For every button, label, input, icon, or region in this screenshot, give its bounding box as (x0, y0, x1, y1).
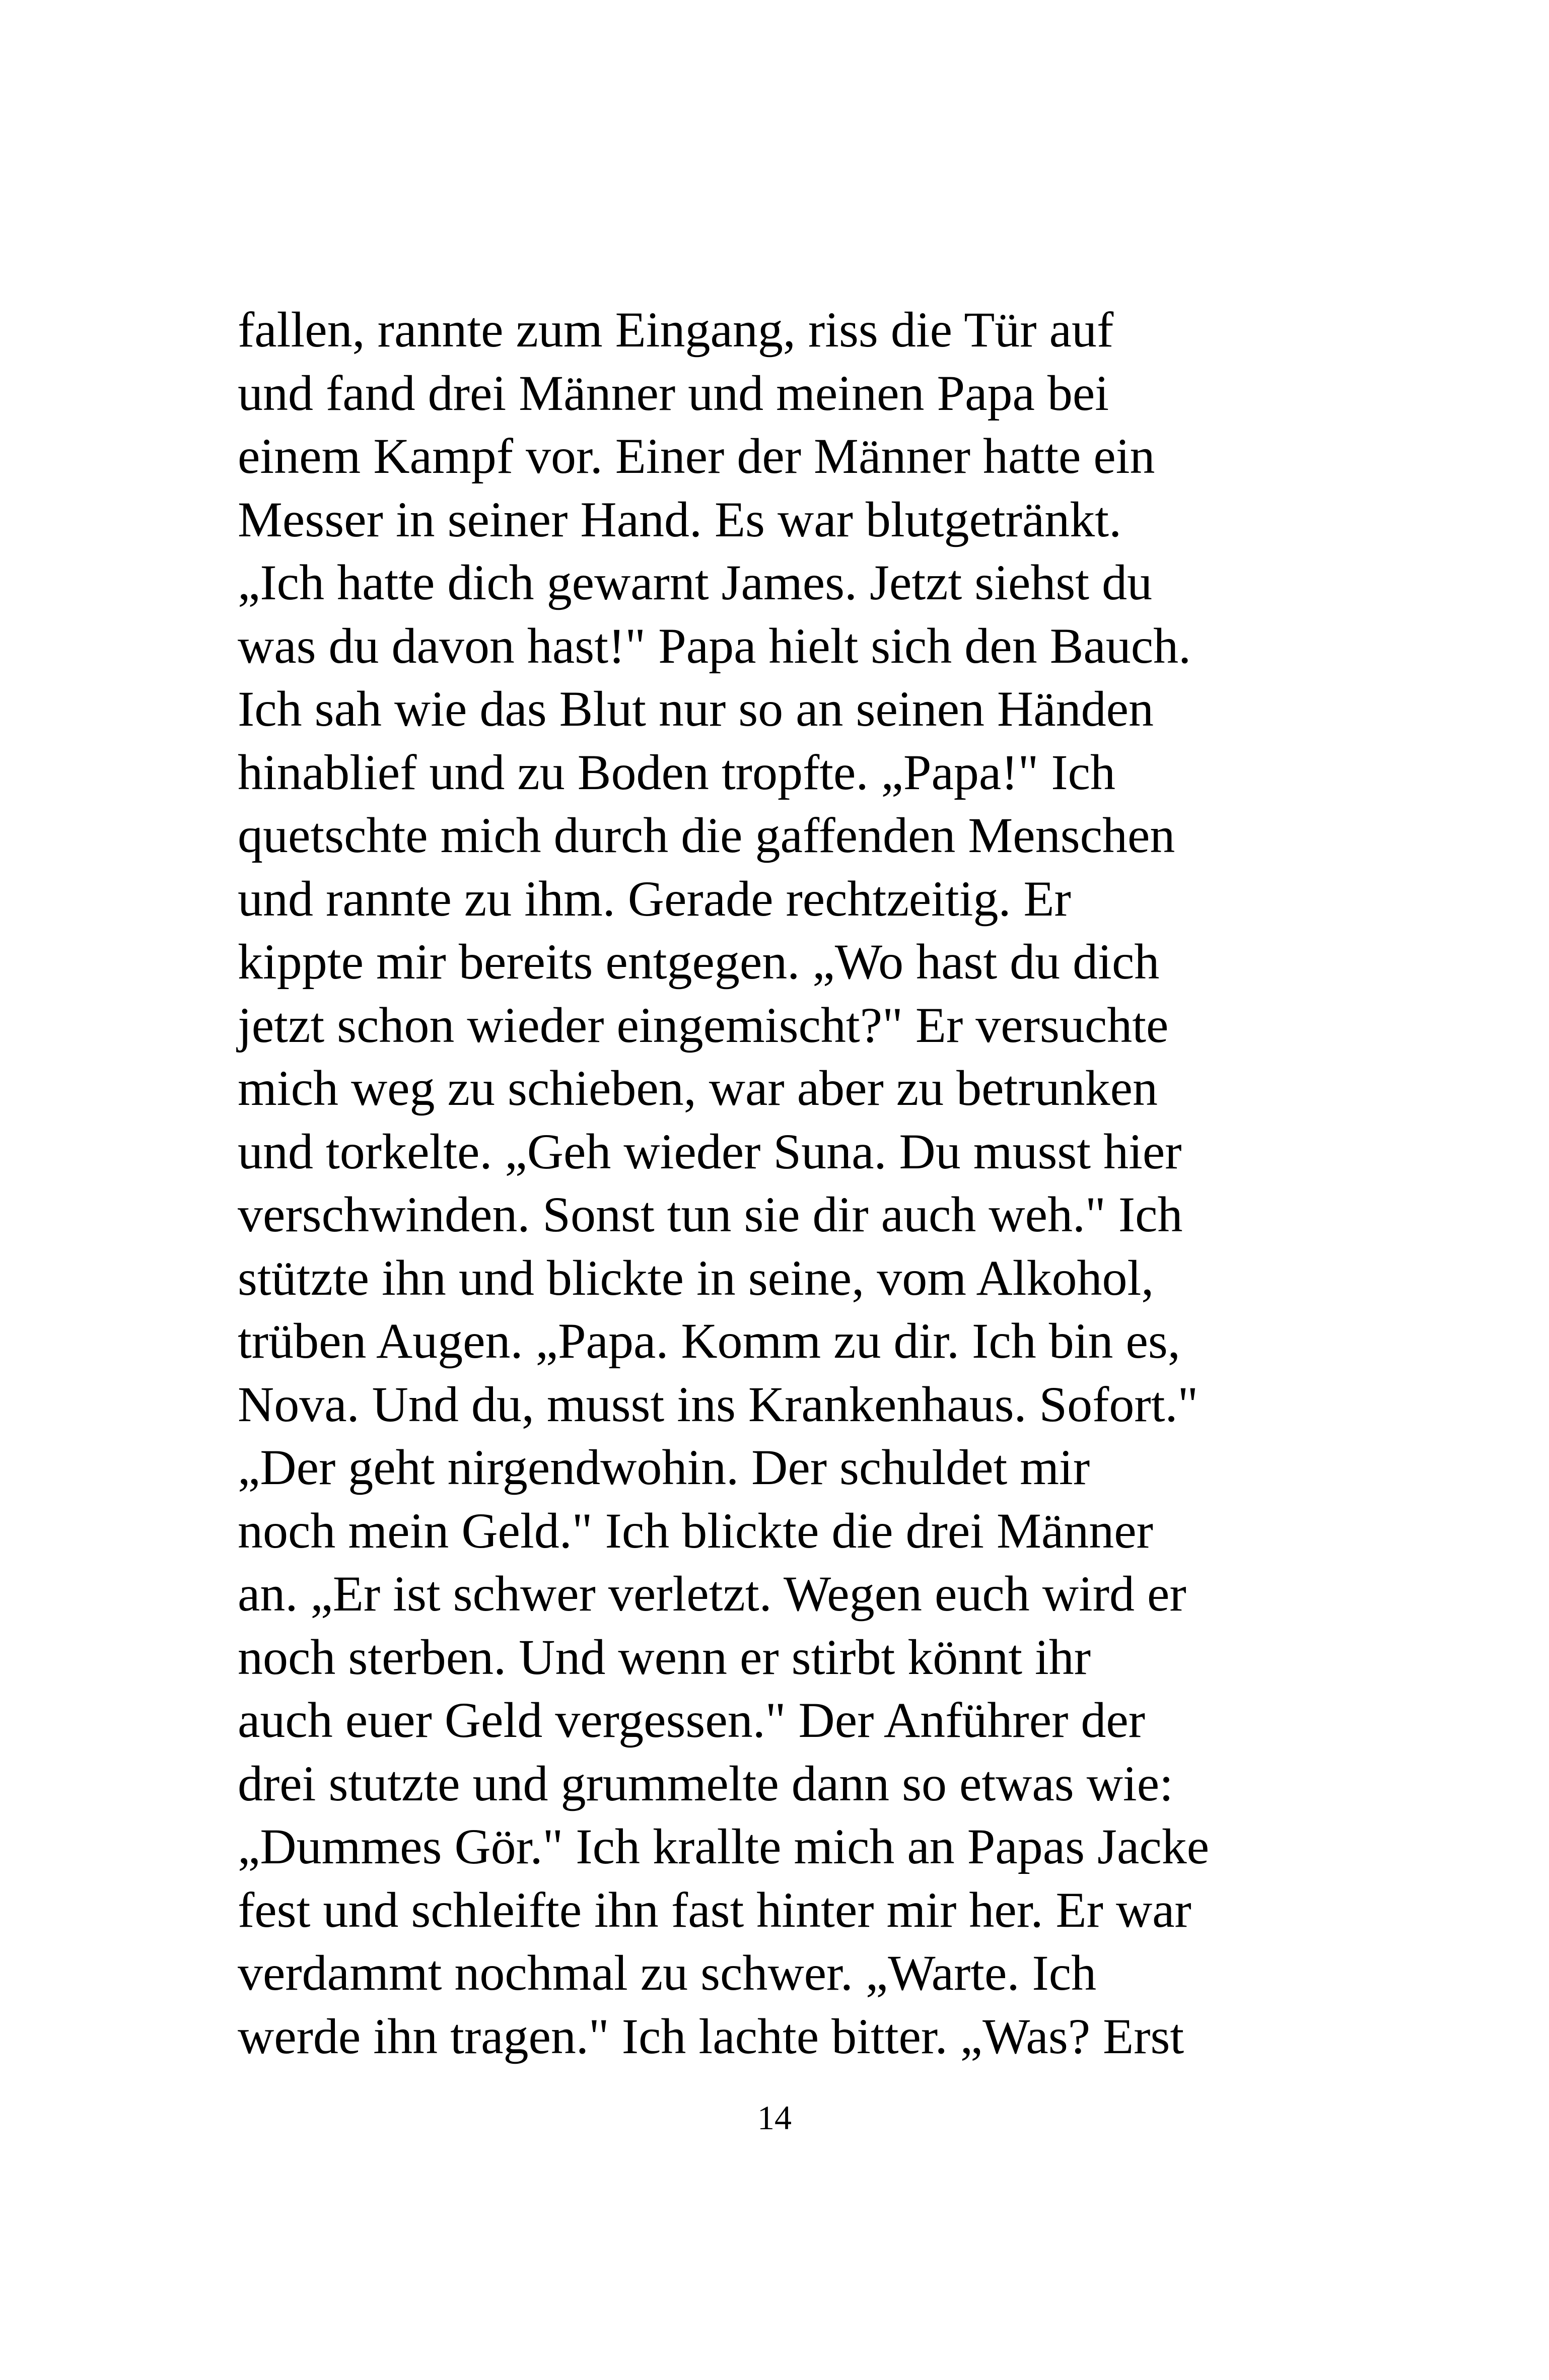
text-line-28: werde ihn tragen." Ich lachte bitter. „Was? Erst (238, 2008, 1184, 2064)
text-line-25: „Dummes Gör." Ich krallte mich an Papas Jacke (238, 1818, 1210, 1874)
text-line-18: Nova. Und du, musst ins Krankenhaus. Sofort." (238, 1376, 1199, 1432)
text-line-15: verschwinden. Sonst tun sie dir auch weh." Ich (238, 1186, 1183, 1242)
text-line-22: noch sterben. Und wenn er stirbt könnt ihr (238, 1629, 1091, 1685)
text-line-17: trüben Augen. „Papa. Komm zu dir. Ich bin es, (238, 1313, 1180, 1369)
page-number: 14 (757, 2098, 792, 2137)
text-line-9: quetschte mich durch die gaffenden Menschen (238, 807, 1175, 863)
text-line-3: einem Kampf vor. Einer der Männer hatte ein (238, 428, 1155, 484)
text-line-2: und fand drei Männer und meinen Papa bei (238, 365, 1109, 421)
text-line-6: was du davon hast!" Papa hielt sich den Bauch. (238, 617, 1191, 674)
text-line-14: und torkelte. „Geh wieder Suna. Du musst hier (238, 1123, 1182, 1179)
text-line-26: fest und schleifte ihn fast hinter mir her. Er war (238, 1881, 1191, 1938)
text-line-16: stützte ihn und blickte in seine, vom Alkohol, (238, 1249, 1154, 1306)
text-line-27: verdammt nochmal zu schwer. „Warte. Ich (238, 1945, 1097, 2001)
text-line-8: hinablief und zu Boden tropfte. „Papa!" Ich (238, 744, 1116, 800)
body-text (238, 298, 1346, 2068)
text-line-21: an. „Er ist schwer verletzt. Wegen euch wird er (238, 1566, 1186, 1622)
text-line-23: auch euer Geld vergessen." Der Anführer der (238, 1692, 1146, 1748)
text-line-19: „Der geht nirgendwohin. Der schuldet mir (238, 1439, 1090, 1495)
text-line-12: jetzt schon wieder eingemischt?" Er versuchte (238, 997, 1169, 1053)
text-line-1: fallen, rannte zum Eingang, riss die Tür auf (238, 302, 1114, 358)
text-line-20: noch mein Geld." Ich blickte die drei Männer (238, 1502, 1153, 1559)
text-line-11: kippte mir bereits entgegen. „Wo hast du dich (238, 934, 1160, 990)
text-line-7: Ich sah wie das Blut nur so an seinen Händen (238, 681, 1154, 737)
text-line-5: „Ich hatte dich gewarnt James. Jetzt siehst du (238, 554, 1153, 610)
text-line-24: drei stutzte und grummelte dann so etwas wie: (238, 1755, 1173, 1811)
text-line-13: mich weg zu schieben, war aber zu betrunken (238, 1060, 1158, 1116)
text-line-10: und rannte zu ihm. Gerade rechtzeitig. Er (238, 870, 1071, 927)
text-line-4: Messer in seiner Hand. Es war blutgetränkt. (238, 491, 1122, 547)
